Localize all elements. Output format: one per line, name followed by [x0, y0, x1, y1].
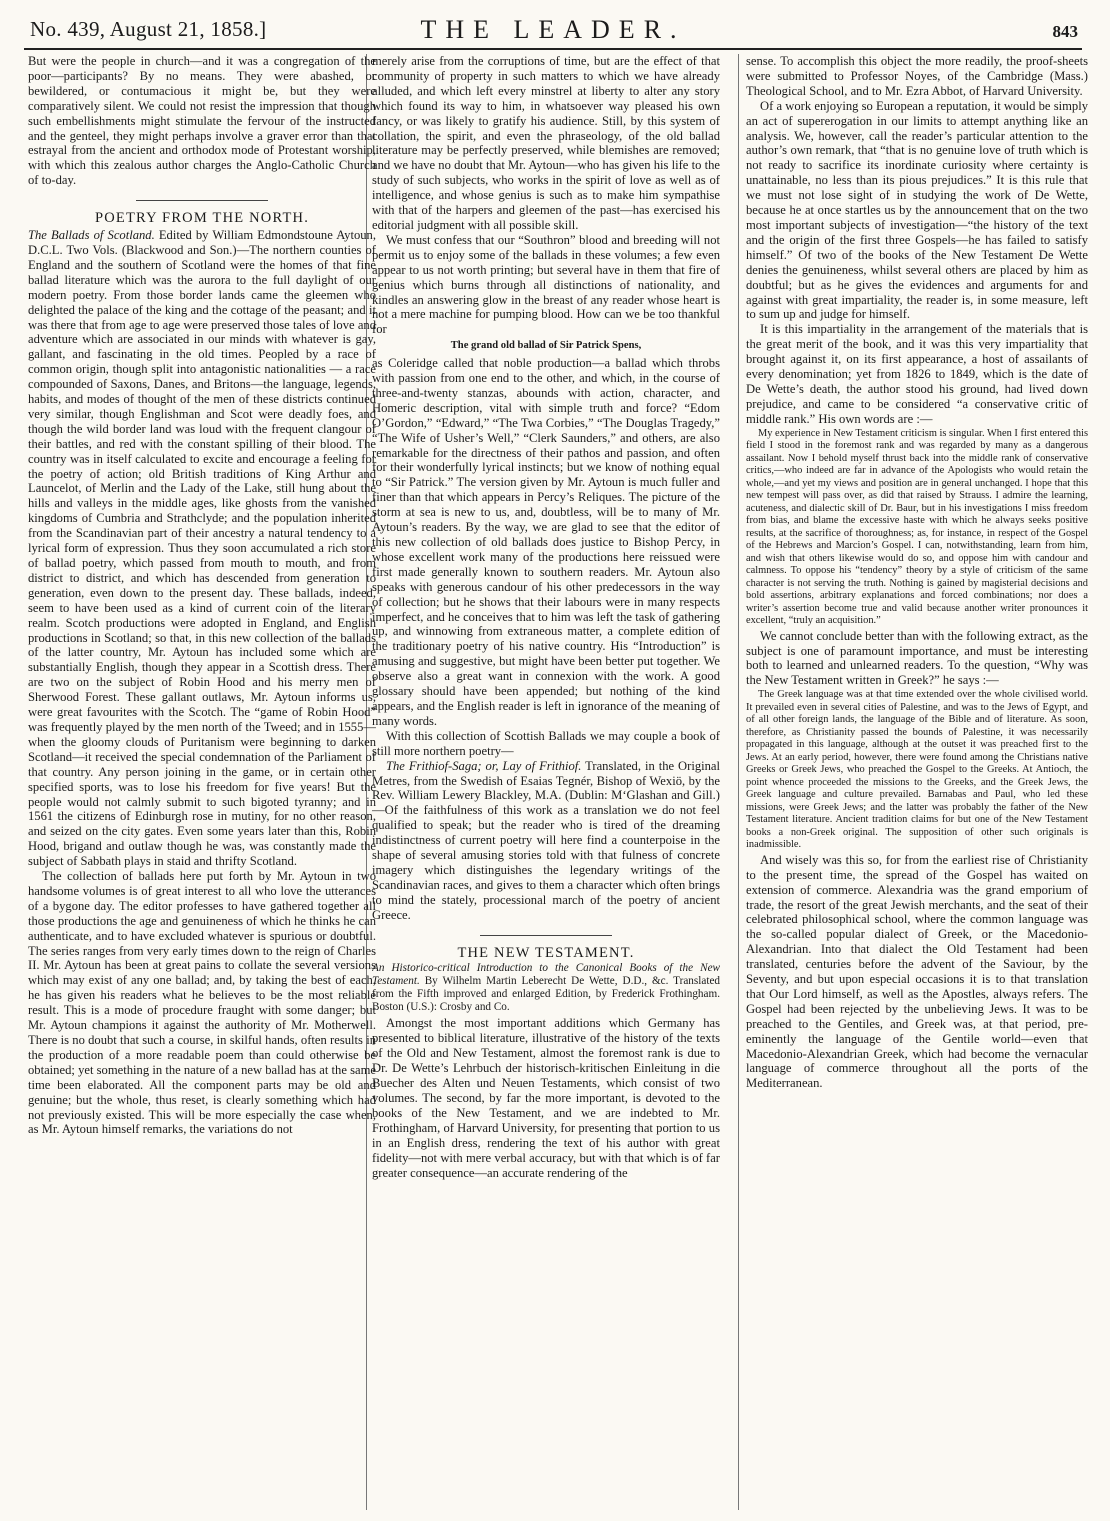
paragraph: as Coleridge called that noble production—a ballad which throbs with passion from one end to the other, and which, in the course of three-and-twenty stanzas, abounds with action, character, and Homeric description, vital with simple truth and force? “Edom O’Gordon,” “Edward,” “The Twa Corbies,” “The Douglas Tragedy,” “The Wife of Usher’s Well,” “Clerk Saunders,” and others, are also remarkable for the directness of their pathos and passion, and often for their wonderfully lyrical instincts; but we know of nothing equal to “Sir Patrick.” The version given by Mr. Aytoun is much fuller and finer than that which appears in Percy’s Reliques. The picture of the storm at sea is new to us, and, doubtless, will be to many of Mr. Aytoun’s readers. By the way, we are glad to see that the editor of this new collection of old ballads does justice to Bishop Percy, in whose excellent work many of the productions here reissued were first made generally known to southern readers. Mr. Aytoun also speaks with generous candour of his other predecessors in the way of collection; but he shows that their labours were in many respects imperfect, and he conceives that to him was left the task of gathering up, and winnowing from extraneous matter, a complete edition of the traditionary poetry of his native country. His “Introduction” is amusing and suggestive, but might have been better put together. We observe also a great want in connexion with the work. A good glossary should have been appended; but nothing of the kind appears, and the English reader is left in ignorance of the meaning of many words. [372, 356, 720, 728]
book-citation [372, 962, 720, 1014]
paragraph: It is this impartiality in the arrangement of the materials that is the great merit of the book, and it was this very impartiality that brought against it, on its first appearance, a host of assailants of every denomination; yet from 1826 to 1849, which is the date of De Wette’s death, the author stood his ground, had lived down prejudice, and came to be considered “a conservative critic of middle rank.” His own words are :— [746, 322, 1088, 426]
block-quote [746, 689, 1088, 852]
section-divider [136, 200, 268, 201]
review-paragraph [372, 759, 720, 923]
book-title: The Ballads of Scotland. [28, 228, 155, 243]
masthead [24, 8, 1082, 50]
quote-text: My experience in New Testament criticism is singular. When I first entered this field I stood in the foremost rank and was regarded by many as a dangerous assailant. Now I behold myself thrust back into the middle rank of conservative critics,—who indeed are far in advance of the Apologists who would retain the whole,—and yet my views and position are in general unchanged. I hope that this new tempest will pass over, as did that raised by Strauss. I admire the learning, acuteness, and dialectic skill of Dr. Baur, but in his investigations I miss freedom from bias, and blame the excessive haste with which he always seeks positive results, at the sacrifice of thoroughness; as, for instance, in respect of the Gospel of the Hebrews and Marcion’s Gospel. I can, notwithstanding, learn from him, and wish that others likewise would do so, and oppose him with candour and calmness. To oppose his “tendency” theory by a style of criticism of the same character is not serving the truth. Nothing is gained by magisterial decisions and bold assertions, arbitrary explanations and forced combinations; nor does a writer’s assertion become true and valid because another writer pronounces it excellent, “truly an acquisition.” [746, 427, 1088, 627]
column-2 [372, 54, 720, 1510]
paragraph: Of a work enjoying so European a reputation, it would be simply an act of supererogation in our limits to attempt anything like an analysis. We, however, call the reader’s particular attention to the author’s own remark, that “that is no genuine love of truth which is not ready to sacrifice its inordinate curiosity where certainty is unattainable, no less than its pious prejudices.” It is this rule that we must not lose sight of in studying the work of De Wette, because he at once startles us by the announcement that on the two most important subjects of investigation—“the history of the text and the origin of the first three Gospels—he has failed to satisfy himself.” Of two of the books of the New Testament De Wette denies the genuineness, whilst several others are placed by him as doubtful; but as he gives the evidences and arguments for and against with great impartiality, the reader is, in some measure, left to sum up and judge for himself. [746, 98, 1088, 322]
column-1 [28, 54, 376, 1510]
paragraph: Amongst the most important additions which Germany has presented to biblical literature, illustrative of the history of the texts of the Old and New Testament, almost the foremost rank is due to Dr. De Wette’s Lehrbuch der historisch-kritischen Einleitung in die Buecher des Alten und Neuen Testaments, which consist of two volumes. The second, by far the more important, is devoted to the books of the New Testament, and we are indebted to Mr. Frothingham, of Harvard University, for presenting that portion to us in an English dress, rendering the text of his author with great fidelity—not with mere verbal accuracy, but with that which is of far greater consequence—an accurate rendering of the [372, 1016, 720, 1180]
book-title: The Frithiof-Saga; or, Lay of Frithiof. [386, 758, 582, 773]
paragraph: sense. To accomplish this object the more readily, the proof-sheets were submitted to Professor Noyes, of the Cambridge (Mass.) Theological School, and to Mr. Ezra Abbot, of Harvard University. [746, 54, 1088, 98]
paragraph: merely arise from the corruptions of time, but are the effect of that community of property in such matters to which we have already alluded, and which left every minstrel at liberty to alter any story which found its way to him, in whatsoever way pleased his own fancy, or was likely to gratify his audience. Still, by this system of collation, the spirit, and even the phraseology, of the old ballad literature may be perfectly preserved, while blemishes are removed; and we have no doubt that Mr. Aytoun—who has given his life to the study of such subjects, who works in the spirit of love as well as of intelligence, and whose genius is such as to make him sympathise with that of the harpers and gleemen of the past—has exercised his editorial judgment with all possible skill. [372, 54, 720, 232]
column-3 [746, 54, 1088, 1510]
issue-date: No. 439, August 21, 1858.] [30, 17, 267, 41]
book-review-text: Edited by William Edmondstoune Aytoun, D.C.L. Two Vols. (Blackwood and Son.)—The northern counties of England and the southern of Scotland were the homes of that fine ballad literature which was the aurora to the full daylight of our modern poetry. From those border lands came the gleemen who delighted the palace of the king and the cottage of the peasant; and it was there that from age to age were preserved those tales of love and adventure which are associated in our minds with whatever is gay, gallant, and fascinating in the old times. Peopled by a race of common origin, though split into antagonistic nationalities — a race compounded of Saxons, Danes, and Britons—the language, legends, habits, and modes of thought of the men of these districts continued very similar, though Englishman and Scot were deadly foes, and though the wild border land was loud with the frequent clangour of their battles, and red with the constant spilling of their blood. The country was in itself calculated to excite and encourage a feeling for the poetry of action; old British traditions of King Arthur and Launcelot, of Merlin and the Lady of the Lake, still hung about the hills and valleys in the middle ages, like ghosts from the vanished kingdoms of Cumbria and Strathclyde; and the population inherited from the Scandinavian part of their ancestry a natural tendency to a lyrical form of expression. Thus they soon accumulated a rich store of ballad poetry, which passed from mouth to mouth, and from district to district, and which has descended from generation to generation, even down to the present day. These ballads, indeed, seem to have been used as a kind of current coin of the literary realm. Scotch productions were adopted in England, and English productions in Scotland; so that, in this new collection of the ballads of the latter country, Mr. Aytoun has included some which are substantially English, though they appear in a Scottish dress. There are two on the subject of Robin Hood and his merry men of Sherwood Forest. These gallant outlaws, Mr. Aytoun informs us, were great favourites with the Scotch. The “game of Robin Hood” was frequently played by the men north of the Tweed; and in 1555—when the gloomy clouds of Puritanism were beginning to darken Scotland—it received the special condemnation of the Parliament of that country. Any person joining in the game, or in certain other specified sports, was to lose his freedom for five years! But the people would not calmly submit to such bigoted tyranny; and in 1561 the citizens of Edinburgh rose in mutiny, for no other reason, and seized on the city gates. Even some years later than this, Robin Hood, brigand and outlaw though he was, was constantly made the subject of Sabbath plays in staid and thrifty Scotland. [28, 228, 376, 869]
quote-text: The Greek language was at that time extended over the whole civilised world. It prevailed even in several cities of Palestine, and was to the Jews of Egypt, and of all other foreign lands, the language of the Bible and of literature. As soon, therefore, as Christianity passed the bounds of Palestine, it was necessarily propagated in this language, although at the outset it was preached first to the Jews. At an early period, however, there were found among the Christians native Greeks or Greek Jews, who preached the Gospel to the Greeks. At Antioch, the point whence proceeded the missions to the Greeks, and the Greek Jews, the Greek language and culture prevailed. Barnabas and Paul, who led these missions, were Greek Jews; and the latter was probably the father of the New Testament literature. Ancient tradition claims for but one of the New Testament books a non-Greek original. The supposition of other such originals is inadmissible. [746, 689, 1088, 851]
column-divider [738, 54, 739, 1510]
book-title: An Historico-critical Introduction to the Canonical Books of the New Testament. [372, 962, 720, 988]
section-heading: THE NEW TESTAMENT. [457, 944, 635, 961]
paragraph: And wisely was this so, for from the earliest rise of Christianity to the present time, the spread of the Gospel has waited on extension of commerce. Alexandria was the grand emporium of trade, the resort of the great Jewish merchants, and the seat of their celebrated philosophical school, where the common language was the so-called popular dialect of Greek, or the Macedonio-Alexandrian. Into that dialect the Old Testament had been translated, centuries before the advent of the Saviour, by the Seventy, and but upon especial occasions it is to that translation that Our Lord himself, as well as the Apostles, always refers. The Gospel had been rejected by the unbelieving Jews. It was to be preached to the Gentiles, and Greek was, at that period, pre-eminently the language of the Gentile world—even that Macedonio-Alexandrian Greek, which had become the vernacular language of commerce throughout all the ports of the Mediterranean. [746, 852, 1088, 1091]
newspaper-title: THE LEADER. [420, 15, 686, 44]
review-paragraph [28, 228, 376, 869]
paragraph: We cannot conclude better than with the following extract, as the subject is one of paramount importance, and must be interesting both to learned and unlearned readers. To the question, “Why was the New Testament written in Greek?” he says :— [746, 628, 1088, 688]
block-quote [746, 428, 1088, 628]
paragraph: But were the people in church—and it was a congregation of the poor—participants? By no means. They were abashed, or bewildered, or contumacious it might be, but they were comparatively silent. We could not resist the impression that though such embellishments might stimulate the fervour of the instructed and the genteel, they might perhaps involve a graver error than that estrayal from the ancient and orthodox mode of Protestant worship, with which this zealous author charges the Anglo-Catholic Church of to-day. [28, 54, 376, 188]
section-divider [480, 935, 612, 936]
section-heading: POETRY FROM THE NORTH. [94, 210, 310, 227]
book-details: By Wilhelm Martin Leberecht De Wette, D.D., &c. Translated from the Fifth improved and enlarged Edition, by Frederick Frothingham. Boston (U.S.): Crosby and Co. [372, 975, 720, 1014]
paragraph: With this collection of Scottish Ballads we may couple a book of still more northern poetry— [372, 728, 720, 758]
quoted-verse: The grand old ballad of Sir Patrick Spens, [450, 340, 642, 352]
paragraph: The collection of ballads here put forth by Mr. Aytoun in two handsome volumes is of great interest to all who love the utterances of a bygone day. The editor professes to have gathered together all those productions the age and genuineness of which he thinks he can authenticate, and to have excluded whatever is spurious or doubtful. The series ranges from very early times down to the reign of Charles II. Mr. Aytoun has been at great pains to collate the several versions which may exist of any one ballad; and, by taking the best of each, he has given his readers what he believes to be the most reliable result. This is a mode of procedure fraught with some danger; but Mr. Aytoun champions it against the authority of Mr. Motherwell. There is no doubt that such a course, in skilful hands, often results in the production of a more readable poem than could otherwise be obtained; yet something in the nature of a new ballad has at the same time been elaborated. All the component parts may be old and genuine; but the whole, thus reset, is clearly something which had not previously existed. This will be more especially the case when, as Mr. Aytoun himself remarks, the variations do not [28, 869, 376, 1137]
page-number: 843 [1052, 22, 1078, 41]
paragraph: We must confess that our “Southron” blood and breeding will not permit us to enjoy some of the ballads in these volumes; a few even appear to us not worth printing; but several have in them that fire of genius which burns through all distinctions of nationality, and kindles an answering glow in the breast of any reader whose heart is not a mere machine for pumping blood. How can we be too thankful for [372, 232, 720, 337]
book-review-text: Translated, in the Original Metres, from the Swedish of Esaias Tegnér, Bishop of Wexiö, by the Rev. William Lewery Blackley, M.A. (Dublin: M‘Glashan and Gill.)—Of the faithfulness of this work as a translation we do not feel qualified to speak; but the reader who is tired of the dreaming indistinctness of current poetry will here find a counterpoise in the shape of several amusing stories told with that fulness of concrete imagery which distinguishes the legendary writings of the Scandinavian races, and gives to them a character which often brings to mind the stately, processional march of the poetry of ancient Greece. [372, 758, 720, 922]
